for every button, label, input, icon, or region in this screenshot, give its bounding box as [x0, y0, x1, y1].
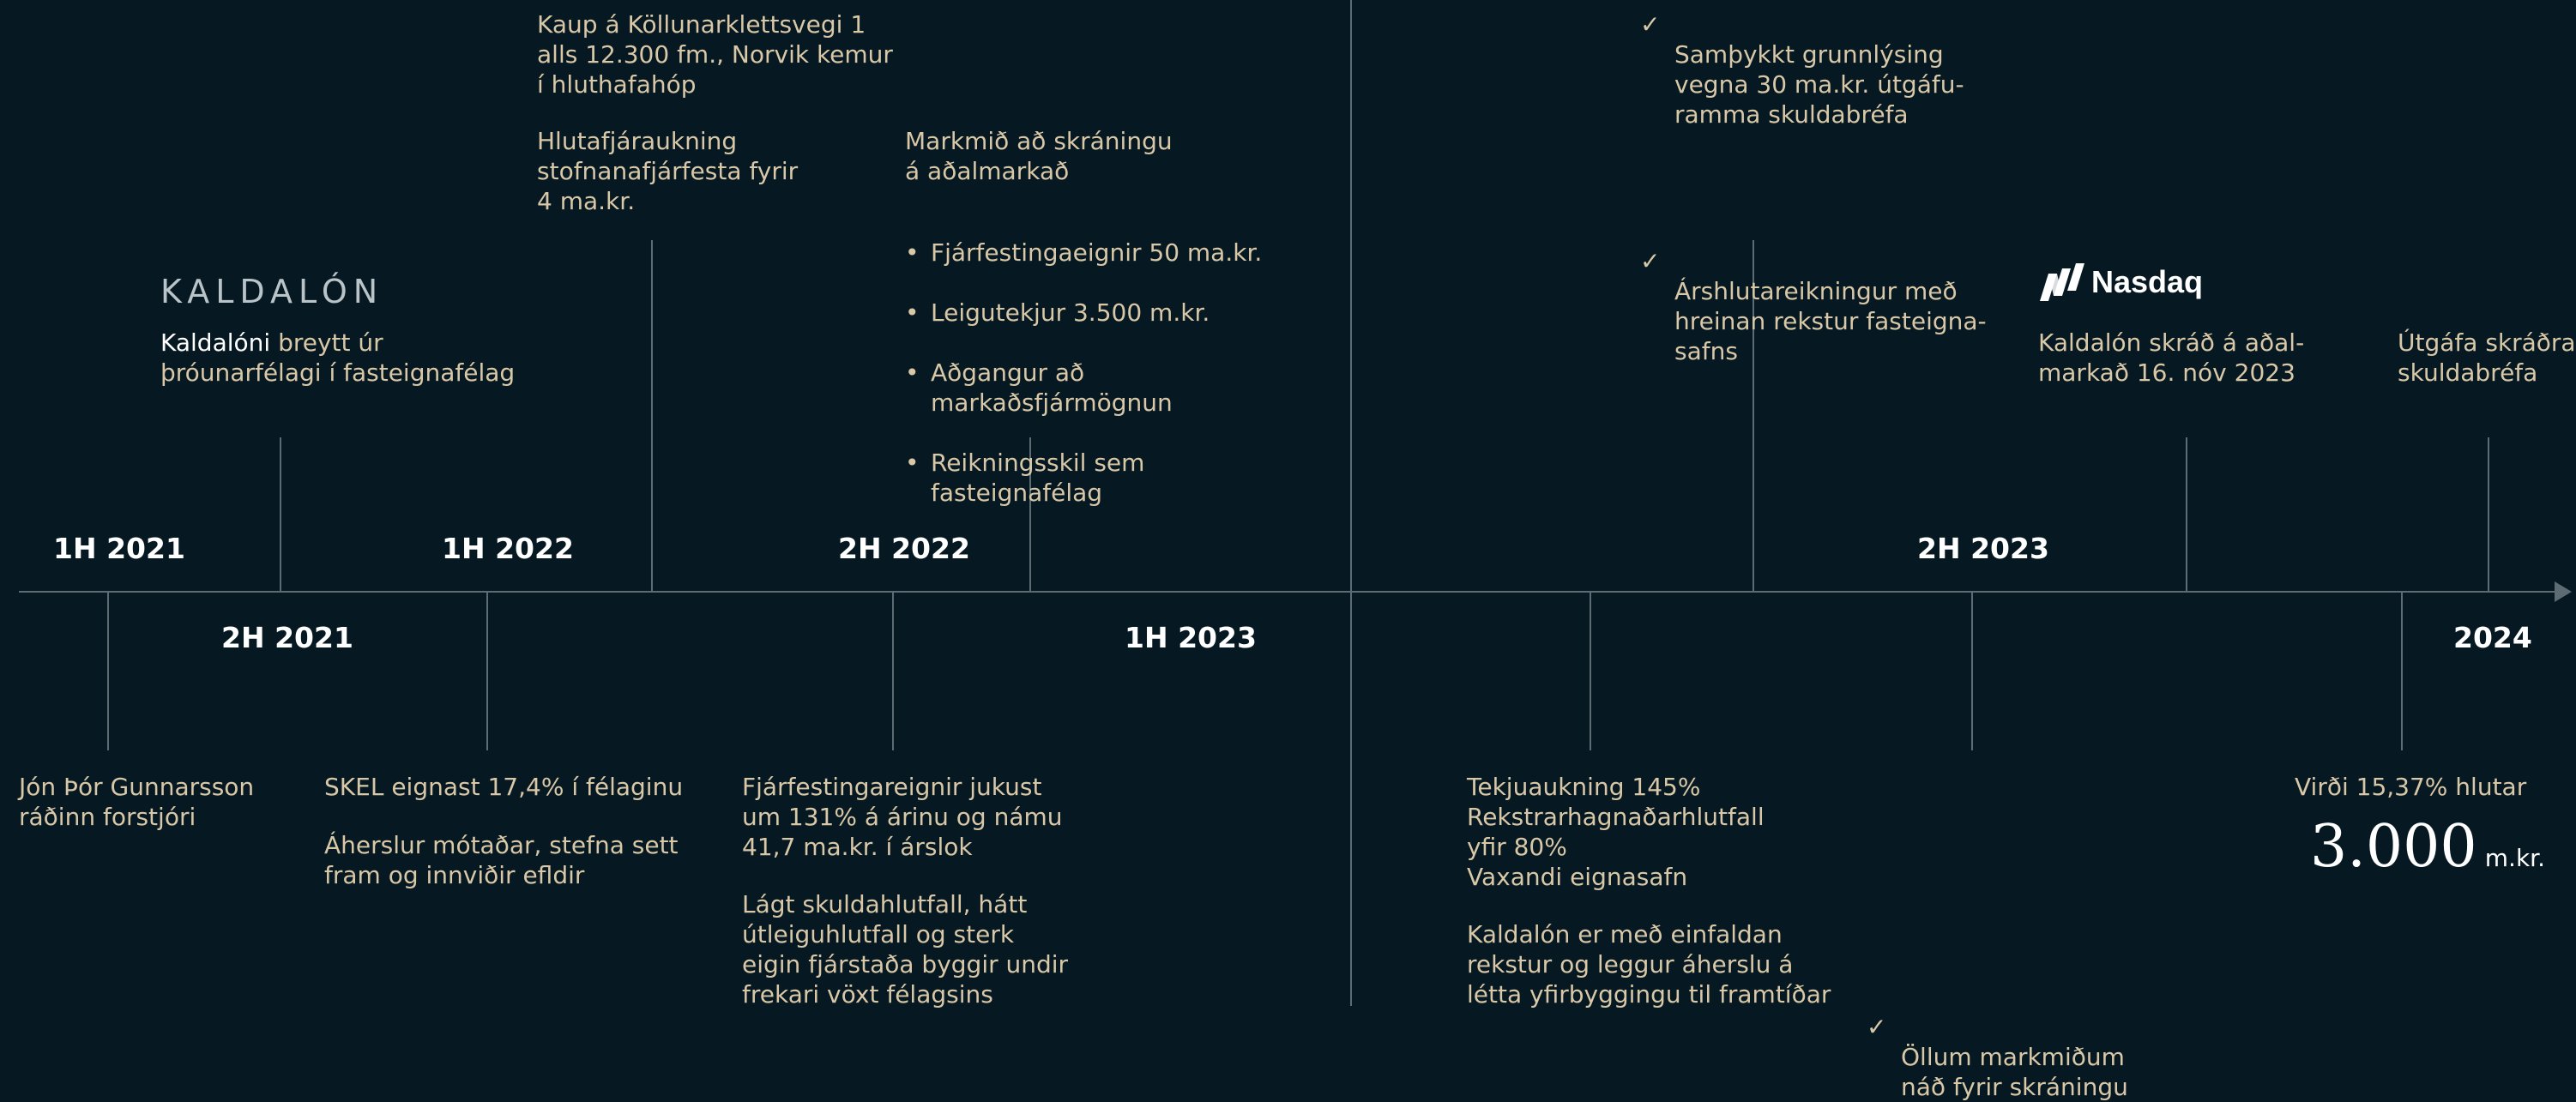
nasdaq-logo-icon: [2038, 262, 2086, 303]
list-item: • Leigutekjur 3.500 m.kr.: [905, 298, 1262, 328]
markmid-title: Markmið að skráningu á aðalmarkað: [905, 127, 1173, 185]
tekju-text: Tekjuaukning 145% Rekstrarhagnaðarhlutfall yfir 80% Vaxandi eignasafn: [1467, 773, 1765, 891]
kaup-text: Kaup á Köllunarklettsvegi 1 alls 12.300 fm., Norvik kemur í hluthafahóp: [537, 10, 893, 99]
kaldalon-name: Kaldalóni: [160, 328, 271, 357]
kaldalon-er-text: Kaldalón er með einfaldan rekstur og leggur áherslu á létta yfirbyggingu til framtíðar: [1467, 920, 1831, 1009]
value-display: [2310, 813, 2545, 881]
year-divider: [1350, 0, 1352, 1006]
connector-line: [892, 592, 894, 750]
connector-line: [1590, 592, 1591, 750]
check-text: Árshlutareikningur með hreinan rekstur fasteigna- safns: [1674, 277, 1987, 365]
aherslur-text: Áherslur mótaðar, stefna sett fram og innviðir efldir: [324, 831, 679, 889]
nasdaq-logo: [2038, 261, 2203, 304]
check-text: Samþykkt grunnlýsing vegna 30 ma.kr. útgáfu- ramma skuldabréfa: [1674, 40, 1964, 129]
connector-line: [486, 592, 488, 750]
markmid-list: [905, 208, 1262, 538]
list-item: • Aðgangur að markaðsfjármögnun: [905, 358, 1262, 418]
connector-line: [280, 437, 281, 592]
connector-line: [651, 240, 653, 592]
check-item-ollum: [1867, 1012, 2576, 1102]
connector-line: [2186, 437, 2187, 592]
period-label-1h-2022: 1H 2022: [442, 532, 574, 565]
jon-text: Jón Þór Gunnarsson ráðinn forstjóri: [19, 773, 255, 831]
period-label-2h-2023: 2H 2023: [1917, 532, 2049, 565]
check-icon: ✓: [1640, 247, 1661, 275]
value-unit: m.kr.: [2484, 844, 2545, 872]
connector-line: [1971, 592, 1973, 750]
list-item: • Reikningsskil sem fasteignafélag: [905, 448, 1262, 508]
arrow-right-icon: [2555, 581, 2572, 602]
nasdaq-listing-text: Kaldalón skráð á aðal- markað 16. nóv 2023: [2038, 328, 2305, 387]
check-icon: ✓: [1867, 1013, 1887, 1041]
connector-line: [107, 592, 109, 750]
kaldalon-rest: breytt úr þróunarfélagi í fasteignafélag: [160, 328, 516, 387]
kaldalon-logo: KALDALÓN: [160, 273, 384, 310]
nasdaq-label: Nasdaq: [2091, 264, 2204, 299]
check-item-grunnlysing: [1640, 9, 2576, 129]
check-text: Öllum markmiðum náð fyrir skráningu: [1901, 1043, 2128, 1101]
period-label-1h-2023: 1H 2023: [1125, 621, 1257, 654]
lagt-text: Lágt skuldahlutfall, hátt útleiguhlutfall og sterk eigin fjárstaða byggir undir frekari vöxt félagsins: [742, 890, 1069, 1009]
fjarfesting-text: Fjárfestingareignir jukust um 131% á árinu og námu 41,7 ma.kr. í árslok: [742, 773, 1063, 861]
period-label-1h-2021: 1H 2021: [53, 532, 185, 565]
connector-line: [2488, 437, 2489, 592]
check-icon: ✓: [1640, 10, 1661, 39]
utgafa-text: Útgáfa skráðra skuldabréfa: [2398, 328, 2576, 387]
period-label-2h-2022: 2H 2022: [838, 532, 970, 565]
list-item: • Fjárfestingaeignir 50 ma.kr.: [905, 238, 1262, 268]
connector-line: [2401, 592, 2403, 750]
kaldalon-description: [160, 328, 515, 388]
timeline-axis: [19, 591, 2558, 593]
period-label-2h-2021: 2H 2021: [221, 621, 353, 654]
hlutafjar-text: Hlutafjáraukning stofnanafjárfesta fyrir 4 ma.kr.: [537, 127, 799, 215]
value-number: 3.000: [2310, 813, 2477, 881]
skel-text: SKEL eignast 17,4% í félaginu: [324, 773, 684, 801]
virdi-text: Virði 15,37% hlutar: [2295, 773, 2527, 801]
period-label-2024: 2024: [2453, 621, 2532, 654]
